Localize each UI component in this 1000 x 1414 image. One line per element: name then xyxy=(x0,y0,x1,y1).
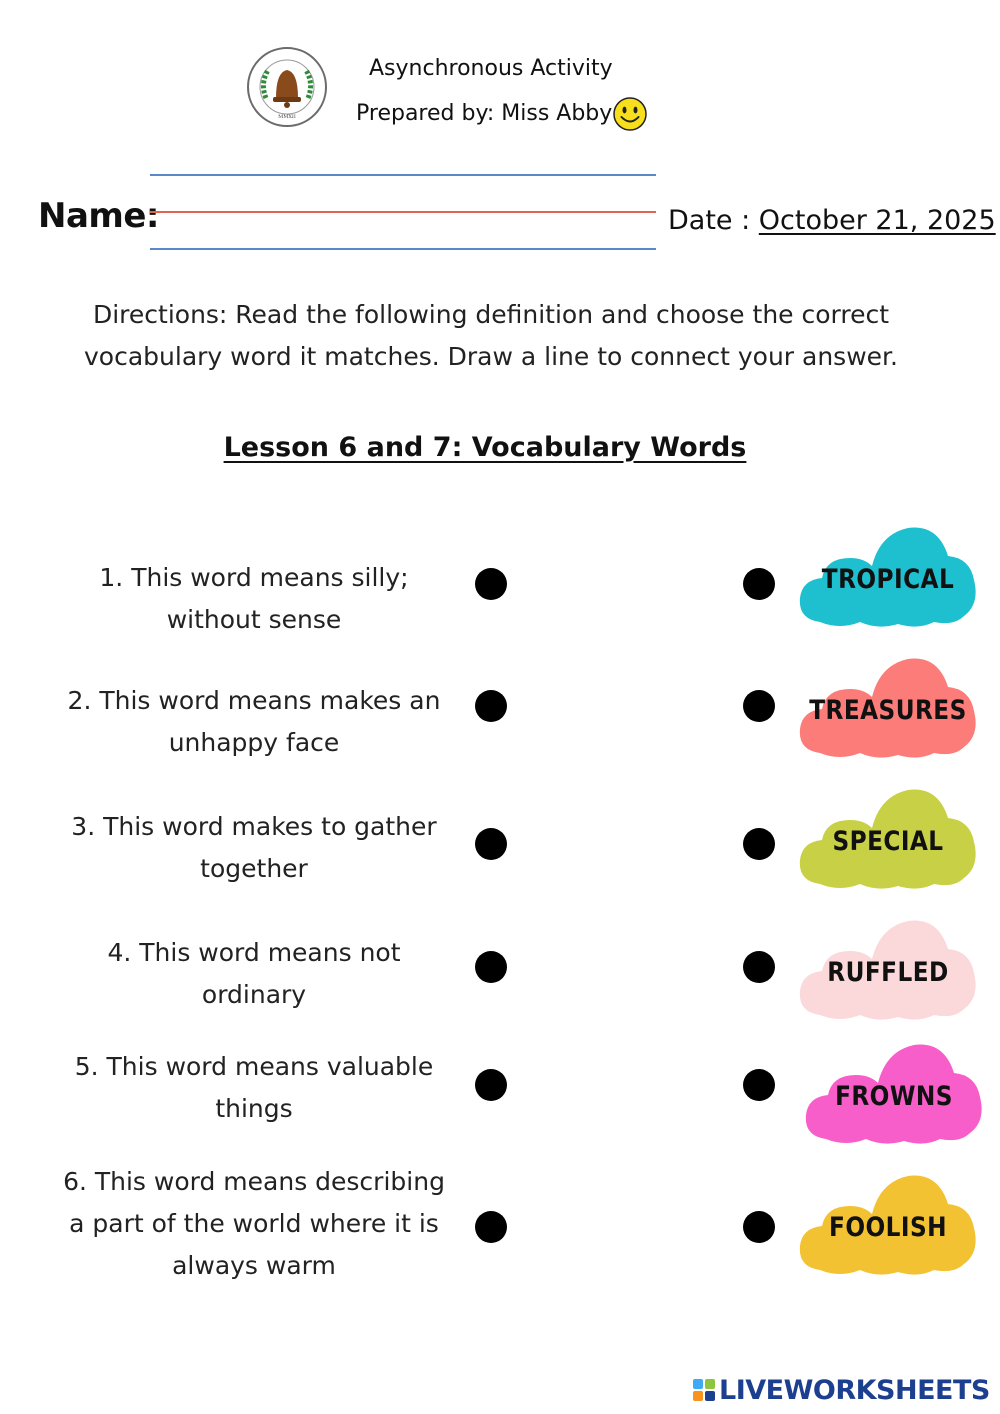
definition-line: without sense xyxy=(166,605,342,634)
right-match-dot-2[interactable] xyxy=(743,690,775,722)
definition-item-6 xyxy=(40,1161,468,1287)
right-match-dot-1[interactable] xyxy=(743,568,775,600)
word-label: TROPICAL xyxy=(821,563,955,595)
name-guide-line-top xyxy=(150,174,656,176)
word-cloud-special xyxy=(798,784,978,894)
definition-line: 2. This word means makes an xyxy=(67,686,441,715)
directions-line-1: Directions: Read the following definition and choose the correct xyxy=(92,300,890,329)
definition-item-4 xyxy=(40,932,468,1016)
date-value: October 21, 2025 xyxy=(758,205,996,236)
definition-line: unhappy face xyxy=(168,728,340,757)
definition-line: ordinary xyxy=(201,980,307,1009)
right-match-dot-6[interactable] xyxy=(743,1211,775,1243)
word-label: TREASURES xyxy=(809,694,967,726)
definition-line: always warm xyxy=(172,1251,336,1280)
date-field xyxy=(668,205,996,236)
word-cloud-frowns xyxy=(804,1039,984,1149)
left-match-dot-3[interactable] xyxy=(475,828,507,860)
school-seal-logo xyxy=(246,46,328,128)
definition-line: together xyxy=(200,854,308,883)
definition-line: 4. This word means not xyxy=(107,938,401,967)
definition-line: a part of the world where it is xyxy=(69,1209,439,1238)
liveworksheets-brand: LIVEWORKSHEETS xyxy=(719,1374,990,1406)
definition-line: things xyxy=(215,1094,293,1123)
word-label: FROWNS xyxy=(835,1080,953,1112)
word-cloud-tropical xyxy=(798,522,978,632)
liveworksheets-logo-icon xyxy=(692,1378,716,1402)
definition-item-5 xyxy=(40,1046,468,1130)
directions xyxy=(60,294,922,378)
word-label: FOOLISH xyxy=(829,1211,947,1243)
activity-title: Asynchronous Activity xyxy=(369,56,613,81)
right-match-dot-5[interactable] xyxy=(743,1069,775,1101)
smiley-face-icon xyxy=(612,96,648,132)
right-match-dot-4[interactable] xyxy=(743,951,775,983)
word-cloud-ruffled xyxy=(798,915,978,1025)
name-writing-line[interactable] xyxy=(150,248,656,250)
name-guide-line-middle xyxy=(150,211,656,213)
definition-line: 1. This word means silly; xyxy=(99,563,409,592)
liveworksheets-footer xyxy=(692,1374,990,1406)
word-cloud-treasures xyxy=(798,653,978,763)
definition-line: 5. This word means valuable xyxy=(74,1052,434,1081)
prepared-by: Prepared by: Miss Abby xyxy=(356,101,613,126)
definition-item-2 xyxy=(40,680,468,764)
left-match-dot-4[interactable] xyxy=(475,951,507,983)
right-match-dot-3[interactable] xyxy=(743,828,775,860)
svg-text:MMXII: MMXII xyxy=(278,114,296,120)
date-label: Date : xyxy=(668,205,759,236)
word-label: RUFFLED xyxy=(827,956,949,988)
directions-line-2: vocabulary word it matches. Draw a line to connect your answer. xyxy=(84,342,898,371)
left-match-dot-2[interactable] xyxy=(475,690,507,722)
left-match-dot-6[interactable] xyxy=(475,1211,507,1243)
word-cloud-foolish xyxy=(798,1170,978,1280)
name-label: Name: xyxy=(38,196,159,236)
lesson-title: Lesson 6 and 7: Vocabulary Words xyxy=(223,432,747,463)
definition-line: 6. This word means describing xyxy=(63,1167,445,1196)
definition-item-1 xyxy=(40,557,468,641)
word-label: SPECIAL xyxy=(832,825,944,857)
definition-line: 3. This word makes to gather xyxy=(71,812,437,841)
left-match-dot-5[interactable] xyxy=(475,1069,507,1101)
definition-item-3 xyxy=(40,806,468,890)
left-match-dot-1[interactable] xyxy=(475,568,507,600)
